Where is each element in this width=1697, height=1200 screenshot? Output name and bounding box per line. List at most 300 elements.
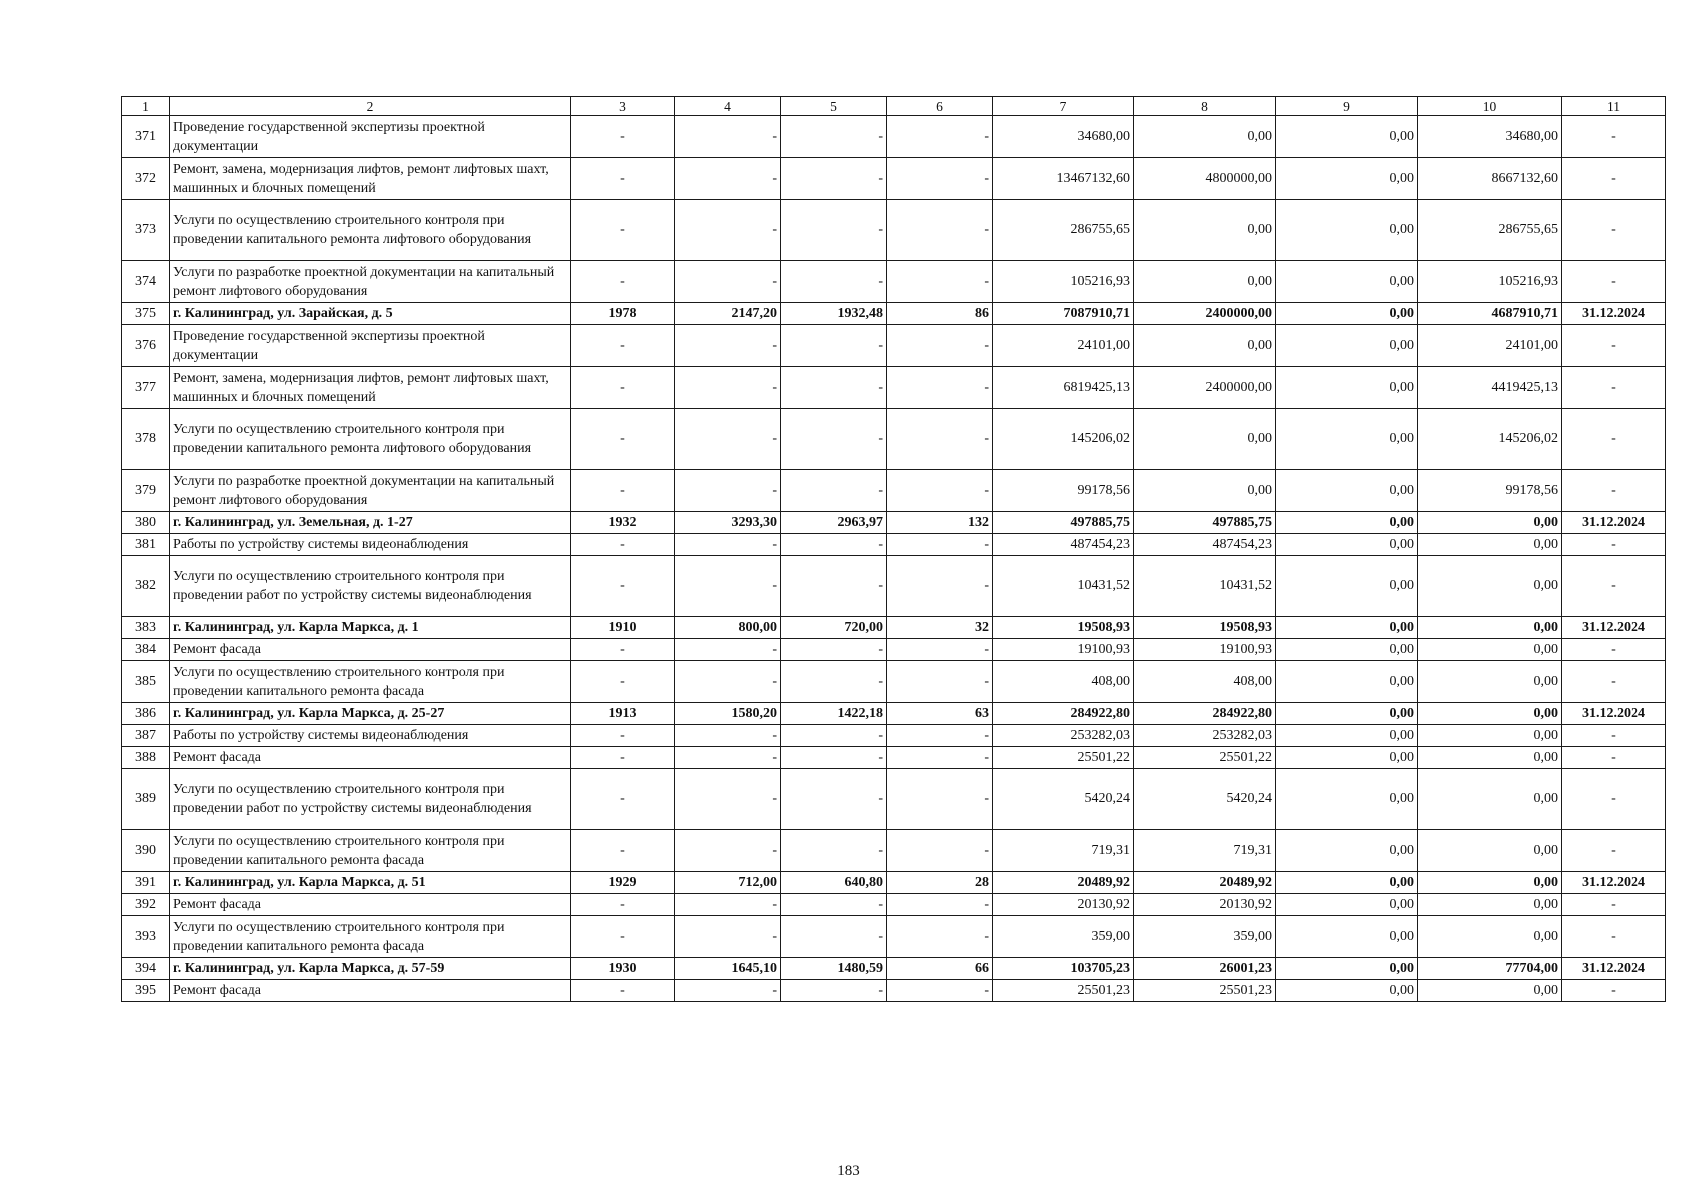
address-row: [122, 703, 1666, 725]
col-4-value: -: [675, 556, 781, 617]
col-6-value: -: [887, 200, 993, 261]
col-11-value: -: [1562, 158, 1666, 200]
col-9-value: 0,00: [1276, 703, 1418, 725]
col-3-value: 1932: [571, 512, 675, 534]
col-4-value: -: [675, 916, 781, 958]
col-3-value: -: [571, 200, 675, 261]
col-7-value: 13467132,60: [993, 158, 1134, 200]
work-item-row: [122, 639, 1666, 661]
col-4-value: -: [675, 639, 781, 661]
col-3-value: -: [571, 158, 675, 200]
row-number: 395: [122, 980, 170, 1002]
work-item-row: [122, 916, 1666, 958]
row-number: 389: [122, 769, 170, 830]
work-item-row: [122, 661, 1666, 703]
row-number: 392: [122, 894, 170, 916]
col-6-value: -: [887, 725, 993, 747]
col-6-value: -: [887, 661, 993, 703]
col-7-value: 145206,02: [993, 409, 1134, 470]
col-5-value: -: [781, 116, 887, 158]
col-3-value: -: [571, 916, 675, 958]
col-11-value: -: [1562, 725, 1666, 747]
col-9-value: 0,00: [1276, 303, 1418, 325]
col-11-value: 31.12.2024: [1562, 617, 1666, 639]
col-7-value: 253282,03: [993, 725, 1134, 747]
row-number: 388: [122, 747, 170, 769]
col-9-value: 0,00: [1276, 916, 1418, 958]
col-4-value: -: [675, 261, 781, 303]
col-5-value: 1480,59: [781, 958, 887, 980]
col-6-value: -: [887, 747, 993, 769]
header-cell-9: 9: [1276, 97, 1418, 116]
row-description: г. Калининград, ул. Карла Маркса, д. 25-27: [170, 703, 571, 725]
col-7-value: 286755,65: [993, 200, 1134, 261]
col-9-value: 0,00: [1276, 617, 1418, 639]
col-10-value: 24101,00: [1418, 325, 1562, 367]
row-number: 394: [122, 958, 170, 980]
col-4-value: -: [675, 116, 781, 158]
row-number: 379: [122, 470, 170, 512]
col-10-value: 0,00: [1418, 703, 1562, 725]
row-number: 387: [122, 725, 170, 747]
col-3-value: -: [571, 980, 675, 1002]
row-number: 376: [122, 325, 170, 367]
col-8-value: 26001,23: [1134, 958, 1276, 980]
col-3-value: -: [571, 725, 675, 747]
col-11-value: -: [1562, 894, 1666, 916]
col-4-value: -: [675, 830, 781, 872]
col-6-value: 63: [887, 703, 993, 725]
col-11-value: -: [1562, 556, 1666, 617]
col-6-value: 66: [887, 958, 993, 980]
col-8-value: 10431,52: [1134, 556, 1276, 617]
work-item-row: [122, 116, 1666, 158]
col-9-value: 0,00: [1276, 725, 1418, 747]
col-5-value: -: [781, 980, 887, 1002]
page-number: 183: [837, 1163, 860, 1179]
col-3-value: -: [571, 894, 675, 916]
row-description: Работы по устройству системы видеонаблюдения: [170, 725, 571, 747]
col-10-value: 0,00: [1418, 980, 1562, 1002]
col-7-value: 7087910,71: [993, 303, 1134, 325]
col-11-value: -: [1562, 830, 1666, 872]
row-number: 380: [122, 512, 170, 534]
col-11-value: -: [1562, 769, 1666, 830]
col-5-value: 720,00: [781, 617, 887, 639]
col-7-value: 284922,80: [993, 703, 1134, 725]
header-cell-3: 3: [571, 97, 675, 116]
col-10-value: 0,00: [1418, 661, 1562, 703]
col-6-value: -: [887, 556, 993, 617]
row-description: Услуги по осуществлению строительного контроля при проведении капитального ремонта лифтового оборудования: [170, 409, 571, 470]
col-9-value: 0,00: [1276, 747, 1418, 769]
col-9-value: 0,00: [1276, 512, 1418, 534]
col-8-value: 497885,75: [1134, 512, 1276, 534]
work-item-row: [122, 158, 1666, 200]
row-description: Ремонт фасада: [170, 894, 571, 916]
col-10-value: 0,00: [1418, 747, 1562, 769]
row-description: г. Калининград, ул. Карла Маркса, д. 57-59: [170, 958, 571, 980]
col-5-value: -: [781, 894, 887, 916]
work-item-row: [122, 747, 1666, 769]
col-7-value: 25501,22: [993, 747, 1134, 769]
work-item-row: [122, 980, 1666, 1002]
col-11-value: -: [1562, 916, 1666, 958]
col-8-value: 5420,24: [1134, 769, 1276, 830]
col-10-value: 0,00: [1418, 556, 1562, 617]
header-cell-8: 8: [1134, 97, 1276, 116]
work-item-row: [122, 409, 1666, 470]
col-10-value: 0,00: [1418, 617, 1562, 639]
row-description: Услуги по осуществлению строительного контроля при проведении капитального ремонта фасада: [170, 916, 571, 958]
col-7-value: 19508,93: [993, 617, 1134, 639]
col-7-value: 487454,23: [993, 534, 1134, 556]
row-description: Услуги по осуществлению строительного контроля при проведении работ по устройству системы видеонаблюдения: [170, 556, 571, 617]
col-4-value: -: [675, 534, 781, 556]
col-7-value: 19100,93: [993, 639, 1134, 661]
col-10-value: 4687910,71: [1418, 303, 1562, 325]
row-description: Ремонт, замена, модернизация лифтов, ремонт лифтовых шахт, машинных и блочных помещений: [170, 367, 571, 409]
col-4-value: 712,00: [675, 872, 781, 894]
col-3-value: -: [571, 534, 675, 556]
col-6-value: -: [887, 470, 993, 512]
row-description: Ремонт фасада: [170, 747, 571, 769]
col-5-value: -: [781, 639, 887, 661]
col-11-value: 31.12.2024: [1562, 703, 1666, 725]
row-number: 391: [122, 872, 170, 894]
work-item-row: [122, 200, 1666, 261]
col-7-value: 24101,00: [993, 325, 1134, 367]
col-3-value: 1978: [571, 303, 675, 325]
row-number: 374: [122, 261, 170, 303]
col-8-value: 0,00: [1134, 470, 1276, 512]
col-8-value: 0,00: [1134, 325, 1276, 367]
col-6-value: -: [887, 367, 993, 409]
address-row: [122, 872, 1666, 894]
col-7-value: 20489,92: [993, 872, 1134, 894]
col-4-value: 800,00: [675, 617, 781, 639]
col-7-value: 34680,00: [993, 116, 1134, 158]
col-3-value: -: [571, 830, 675, 872]
col-11-value: -: [1562, 639, 1666, 661]
col-3-value: -: [571, 116, 675, 158]
col-9-value: 0,00: [1276, 894, 1418, 916]
row-description: Проведение государственной экспертизы проектной документации: [170, 325, 571, 367]
col-8-value: 2400000,00: [1134, 367, 1276, 409]
col-3-value: -: [571, 556, 675, 617]
repair-schedule-table: [121, 96, 1666, 1002]
col-4-value: 2147,20: [675, 303, 781, 325]
row-number: 381: [122, 534, 170, 556]
col-8-value: 19508,93: [1134, 617, 1276, 639]
col-10-value: 0,00: [1418, 894, 1562, 916]
col-4-value: 1580,20: [675, 703, 781, 725]
row-number: 377: [122, 367, 170, 409]
col-10-value: 0,00: [1418, 916, 1562, 958]
col-11-value: 31.12.2024: [1562, 303, 1666, 325]
col-10-value: 0,00: [1418, 830, 1562, 872]
col-3-value: 1929: [571, 872, 675, 894]
work-item-row: [122, 261, 1666, 303]
address-row: [122, 958, 1666, 980]
row-number: 382: [122, 556, 170, 617]
col-9-value: 0,00: [1276, 980, 1418, 1002]
col-11-value: 31.12.2024: [1562, 872, 1666, 894]
col-11-value: -: [1562, 367, 1666, 409]
header-cell-11: 11: [1562, 97, 1666, 116]
col-9-value: 0,00: [1276, 958, 1418, 980]
header-cell-4: 4: [675, 97, 781, 116]
col-8-value: 0,00: [1134, 116, 1276, 158]
col-11-value: -: [1562, 325, 1666, 367]
col-9-value: 0,00: [1276, 639, 1418, 661]
work-item-row: [122, 325, 1666, 367]
col-4-value: -: [675, 980, 781, 1002]
row-description: Услуги по разработке проектной документации на капитальный ремонт лифтового оборудования: [170, 261, 571, 303]
col-11-value: 31.12.2024: [1562, 512, 1666, 534]
col-8-value: 25501,23: [1134, 980, 1276, 1002]
col-7-value: 359,00: [993, 916, 1134, 958]
col-11-value: -: [1562, 200, 1666, 261]
col-9-value: 0,00: [1276, 116, 1418, 158]
col-5-value: 2963,97: [781, 512, 887, 534]
col-11-value: -: [1562, 261, 1666, 303]
col-11-value: 31.12.2024: [1562, 958, 1666, 980]
row-description: г. Калининград, ул. Зарайская, д. 5: [170, 303, 571, 325]
col-3-value: -: [571, 261, 675, 303]
row-description: Услуги по осуществлению строительного контроля при проведении работ по устройству системы видеонаблюдения: [170, 769, 571, 830]
col-9-value: 0,00: [1276, 200, 1418, 261]
col-8-value: 20130,92: [1134, 894, 1276, 916]
work-item-row: [122, 830, 1666, 872]
row-description: Услуги по осуществлению строительного контроля при проведении капитального ремонта фасада: [170, 830, 571, 872]
col-7-value: 105216,93: [993, 261, 1134, 303]
header-cell-1: 1: [122, 97, 170, 116]
row-number: 384: [122, 639, 170, 661]
col-8-value: 20489,92: [1134, 872, 1276, 894]
col-10-value: 99178,56: [1418, 470, 1562, 512]
col-5-value: -: [781, 200, 887, 261]
col-7-value: 6819425,13: [993, 367, 1134, 409]
col-5-value: -: [781, 725, 887, 747]
col-5-value: -: [781, 661, 887, 703]
row-number: 373: [122, 200, 170, 261]
col-8-value: 284922,80: [1134, 703, 1276, 725]
col-4-value: -: [675, 769, 781, 830]
col-5-value: -: [781, 747, 887, 769]
col-8-value: 0,00: [1134, 200, 1276, 261]
work-item-row: [122, 556, 1666, 617]
address-row: [122, 512, 1666, 534]
col-6-value: 132: [887, 512, 993, 534]
col-8-value: 719,31: [1134, 830, 1276, 872]
col-7-value: 408,00: [993, 661, 1134, 703]
row-number: 393: [122, 916, 170, 958]
col-3-value: 1910: [571, 617, 675, 639]
col-5-value: -: [781, 534, 887, 556]
col-4-value: -: [675, 894, 781, 916]
col-8-value: 253282,03: [1134, 725, 1276, 747]
col-9-value: 0,00: [1276, 769, 1418, 830]
work-item-row: [122, 769, 1666, 830]
col-4-value: -: [675, 409, 781, 470]
col-9-value: 0,00: [1276, 409, 1418, 470]
col-5-value: -: [781, 556, 887, 617]
col-7-value: 719,31: [993, 830, 1134, 872]
col-4-value: -: [675, 470, 781, 512]
row-number: 390: [122, 830, 170, 872]
col-10-value: 0,00: [1418, 769, 1562, 830]
row-description: Ремонт фасада: [170, 639, 571, 661]
col-3-value: -: [571, 747, 675, 769]
col-5-value: -: [781, 261, 887, 303]
row-number: 372: [122, 158, 170, 200]
col-9-value: 0,00: [1276, 158, 1418, 200]
col-7-value: 103705,23: [993, 958, 1134, 980]
col-6-value: -: [887, 409, 993, 470]
col-11-value: -: [1562, 747, 1666, 769]
col-6-value: -: [887, 158, 993, 200]
row-description: Ремонт фасада: [170, 980, 571, 1002]
col-8-value: 2400000,00: [1134, 303, 1276, 325]
col-5-value: -: [781, 409, 887, 470]
address-row: [122, 617, 1666, 639]
table-body: [122, 97, 1666, 1002]
col-8-value: 19100,93: [1134, 639, 1276, 661]
col-9-value: 0,00: [1276, 470, 1418, 512]
col-4-value: -: [675, 200, 781, 261]
col-8-value: 487454,23: [1134, 534, 1276, 556]
col-4-value: -: [675, 325, 781, 367]
col-6-value: -: [887, 980, 993, 1002]
col-3-value: 1930: [571, 958, 675, 980]
col-3-value: -: [571, 367, 675, 409]
col-6-value: -: [887, 534, 993, 556]
col-10-value: 0,00: [1418, 639, 1562, 661]
col-8-value: 0,00: [1134, 261, 1276, 303]
header-cell-10: 10: [1418, 97, 1562, 116]
col-6-value: -: [887, 325, 993, 367]
header-cell-6: 6: [887, 97, 993, 116]
col-4-value: -: [675, 158, 781, 200]
col-8-value: 0,00: [1134, 409, 1276, 470]
col-3-value: -: [571, 470, 675, 512]
col-10-value: 0,00: [1418, 872, 1562, 894]
col-10-value: 145206,02: [1418, 409, 1562, 470]
col-7-value: 99178,56: [993, 470, 1134, 512]
col-11-value: -: [1562, 470, 1666, 512]
row-number: 386: [122, 703, 170, 725]
col-9-value: 0,00: [1276, 367, 1418, 409]
row-description: г. Калининград, ул. Карла Маркса, д. 51: [170, 872, 571, 894]
col-4-value: -: [675, 367, 781, 409]
col-10-value: 286755,65: [1418, 200, 1562, 261]
header-row: [122, 97, 1666, 116]
col-7-value: 5420,24: [993, 769, 1134, 830]
col-8-value: 25501,22: [1134, 747, 1276, 769]
col-8-value: 359,00: [1134, 916, 1276, 958]
row-description: Услуги по осуществлению строительного контроля при проведении капитального ремонта фасада: [170, 661, 571, 703]
col-9-value: 0,00: [1276, 661, 1418, 703]
col-6-value: 86: [887, 303, 993, 325]
col-10-value: 8667132,60: [1418, 158, 1562, 200]
col-5-value: -: [781, 916, 887, 958]
work-item-row: [122, 894, 1666, 916]
work-item-row: [122, 367, 1666, 409]
col-3-value: -: [571, 769, 675, 830]
col-4-value: -: [675, 725, 781, 747]
col-7-value: 20130,92: [993, 894, 1134, 916]
col-4-value: 3293,30: [675, 512, 781, 534]
col-11-value: -: [1562, 980, 1666, 1002]
col-3-value: -: [571, 409, 675, 470]
col-5-value: -: [781, 470, 887, 512]
col-3-value: 1913: [571, 703, 675, 725]
col-10-value: 0,00: [1418, 725, 1562, 747]
col-6-value: 28: [887, 872, 993, 894]
col-5-value: 1932,48: [781, 303, 887, 325]
col-8-value: 4800000,00: [1134, 158, 1276, 200]
col-5-value: 640,80: [781, 872, 887, 894]
col-10-value: 105216,93: [1418, 261, 1562, 303]
col-9-value: 0,00: [1276, 872, 1418, 894]
col-9-value: 0,00: [1276, 534, 1418, 556]
col-7-value: 10431,52: [993, 556, 1134, 617]
col-9-value: 0,00: [1276, 830, 1418, 872]
row-number: 378: [122, 409, 170, 470]
col-10-value: 0,00: [1418, 534, 1562, 556]
col-6-value: -: [887, 261, 993, 303]
row-description: Услуги по осуществлению строительного контроля при проведении капитального ремонта лифтового оборудования: [170, 200, 571, 261]
col-11-value: -: [1562, 116, 1666, 158]
header-cell-2: 2: [170, 97, 571, 116]
col-9-value: 0,00: [1276, 261, 1418, 303]
col-4-value: 1645,10: [675, 958, 781, 980]
col-3-value: -: [571, 661, 675, 703]
col-9-value: 0,00: [1276, 556, 1418, 617]
row-description: Ремонт, замена, модернизация лифтов, ремонт лифтовых шахт, машинных и блочных помещений: [170, 158, 571, 200]
col-10-value: 34680,00: [1418, 116, 1562, 158]
col-6-value: 32: [887, 617, 993, 639]
col-11-value: -: [1562, 534, 1666, 556]
col-6-value: -: [887, 830, 993, 872]
col-6-value: -: [887, 116, 993, 158]
col-4-value: -: [675, 661, 781, 703]
col-5-value: -: [781, 830, 887, 872]
col-5-value: -: [781, 325, 887, 367]
col-7-value: 497885,75: [993, 512, 1134, 534]
col-6-value: -: [887, 769, 993, 830]
col-5-value: 1422,18: [781, 703, 887, 725]
col-9-value: 0,00: [1276, 325, 1418, 367]
col-10-value: 0,00: [1418, 512, 1562, 534]
row-number: 375: [122, 303, 170, 325]
work-item-row: [122, 470, 1666, 512]
address-row: [122, 303, 1666, 325]
row-number: 385: [122, 661, 170, 703]
header-cell-5: 5: [781, 97, 887, 116]
col-5-value: -: [781, 769, 887, 830]
col-8-value: 408,00: [1134, 661, 1276, 703]
col-5-value: -: [781, 367, 887, 409]
col-10-value: 77704,00: [1418, 958, 1562, 980]
row-description: г. Калининград, ул. Земельная, д. 1-27: [170, 512, 571, 534]
row-number: 371: [122, 116, 170, 158]
row-description: Услуги по разработке проектной документации на капитальный ремонт лифтового оборудования: [170, 470, 571, 512]
col-7-value: 25501,23: [993, 980, 1134, 1002]
col-10-value: 4419425,13: [1418, 367, 1562, 409]
col-6-value: -: [887, 639, 993, 661]
